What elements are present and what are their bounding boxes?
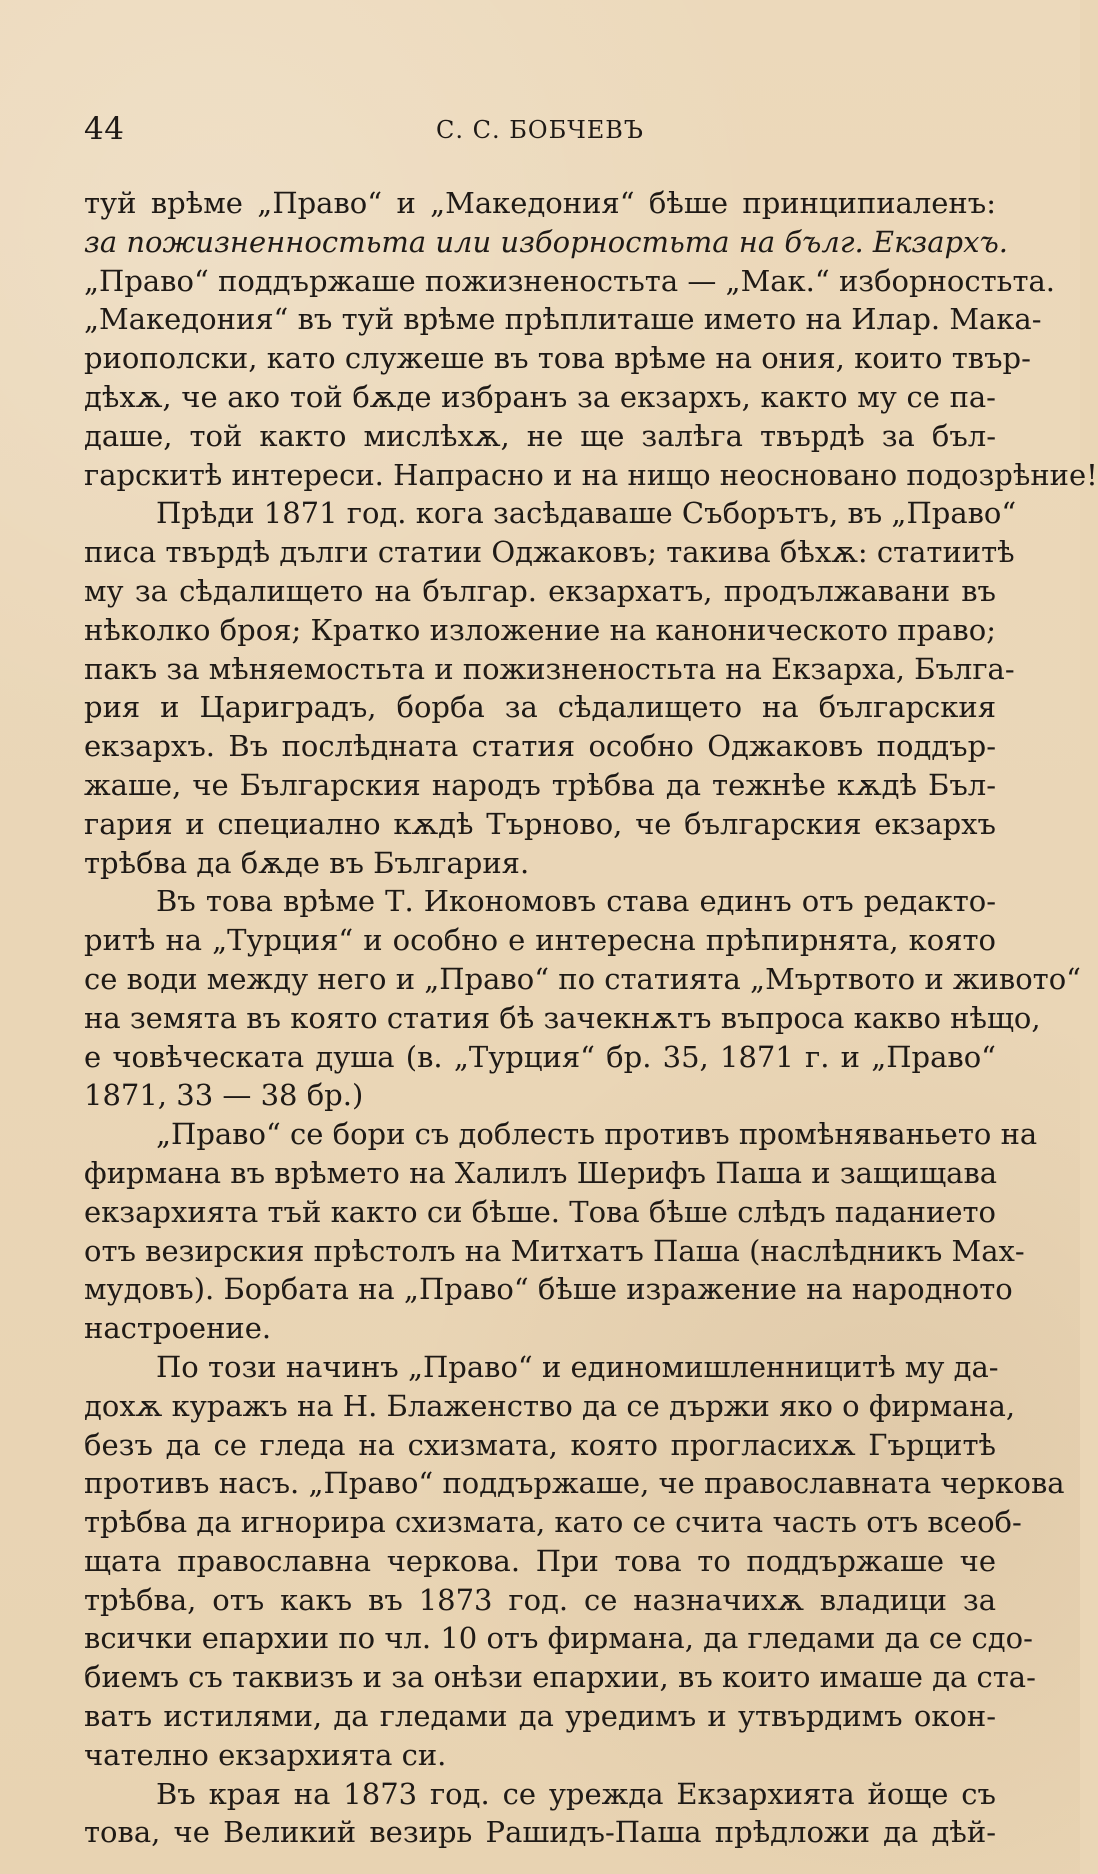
text-line: жаше, че Българския народъ трѣбва да тежнѣе кѫдѣ Бъл- [84,767,996,802]
text-line: По този начинъ „Право“ и единомишленницитѣ му да- [156,1349,999,1384]
running-head: С. С. БОБЧЕВЪ [436,116,644,144]
page-number: 44 [84,111,125,147]
text-line: трѣбва, отъ какъ въ 1873 год. се назначихѫ владици за [84,1582,996,1617]
text-line: Въ това врѣме Т. Икономовъ става единъ отъ редакто- [156,884,996,919]
text-line: Прѣди 1871 год. кога засѣдаваше Съборътъ, въ „Право“ [156,496,1017,531]
text-line: екзархъ. Въ послѣдната статия особно Оджаковъ поддър- [84,729,996,764]
text-line: гарскитѣ интереси. Напрасно и на нищо неосновано подозрѣние! [84,457,1098,492]
text-line: 1871, 33 — 38 бр.) [84,1078,364,1113]
text-line: дѣхѫ, че ако той бѫде избранъ за екзархъ, както му се па- [84,379,996,414]
text-line: „Право“ се бори съ доблесть противъ промѣняваньето на [156,1117,1038,1152]
text-line: биемъ съ таквизъ и за онѣзи епархии, въ които имаше да ста- [84,1660,1036,1695]
text-line: Въ края на 1873 год. се урежда Екзархията йоще съ [156,1776,996,1811]
text-line: щата православна черкова. При това то поддържаше че [84,1543,996,1578]
text-line: му за сѣдалището на българ. екзархатъ, продължавани въ [84,573,996,608]
text-line: всички епархии по чл. 10 отъ фирмана, да гледами да се сдо- [84,1621,1033,1656]
text-line: писа твърдѣ дълги статии Оджаковъ; такива бѣхѫ: статиитѣ [84,535,1015,570]
body-text [84,184,1098,1852]
text-line: трѣбва да бѫде въ България. [84,845,530,880]
text-line: нѣколко броя; Кратко изложение на каноническото право; [84,612,996,647]
text-line: ватъ истилями, да гледами да уредимъ и утвърдимъ окон- [84,1699,996,1734]
text-line: отъ везирския прѣстолъ на Митхатъ Паша (наслѣдникъ Мах- [84,1233,1025,1268]
text-line: рия и Цариградъ, борба за сѣдалището на българския [84,690,996,725]
text-line: мудовъ). Борбата на „Право“ бѣше изражение на народното [84,1272,1013,1307]
text-line: това, че Великий везирь Рашидъ-Паша прѣдложи да дѣй- [84,1815,996,1850]
text-line: ритѣ на „Турция“ и особно е интересна прѣпирнята, която [84,923,996,958]
text-line: чателно екзархията си. [84,1737,447,1772]
text-line: безъ да се гледа на схизмата, която прогласихѫ Гърцитѣ [84,1427,996,1462]
text-line: туй врѣме „Право“ и „Македония“ бѣше принципиаленъ: [84,186,996,220]
text-line: даше, той както мислѣхѫ, не ще залѣга твърдѣ за бъл- [84,418,996,453]
text-line: настроение. [84,1311,272,1346]
text-line: фирмана въ врѣмето на Халилъ Шерифъ Паша и защищава [84,1155,998,1190]
text-line: на земята въ която статия бѣ зачекнѫтъ въпроса какво нѣщо, [84,1000,1041,1035]
text-line: се води между него и „Право“ по статията „Мъртвото и живото“ [84,961,1082,996]
text-line: риополски, като служеше въ това врѣме на ония, които твър- [84,341,1031,376]
text-line: е човѣческата душа (в. „Турция“ бр. 35, 1871 г. и „Право“ [84,1039,996,1074]
text-line: пакъ за мѣняемостьта и пожизненостьта на Екзарха, Бълга- [84,651,1015,686]
text-line: противъ насъ. „Право“ поддържаше, че православната черкова [84,1466,1065,1501]
text-line: трѣбва да игнорира схизмата, като се счита часть отъ всеоб- [84,1505,1022,1540]
text-line: екзархията тъй както си бѣше. Това бѣше слѣдъ паданието [84,1194,996,1229]
text-line: за пожизненностьта или изборностьта на бълг. Екзархъ. [84,224,1008,259]
page-header [84,111,996,154]
text-line: дохѫ куражъ на Н. Блаженство да се държи яко о фирмана, [84,1388,1016,1423]
text-line: „Македония“ въ туй врѣме прѣплиташе името на Илар. Мака- [84,302,1042,337]
text-line: „Право“ поддържаше пожизненостьта — „Мак.“ изборностьта. [84,263,1055,298]
text-line: гария и специално кѫдѣ Търново, че българския екзархъ [84,806,996,841]
